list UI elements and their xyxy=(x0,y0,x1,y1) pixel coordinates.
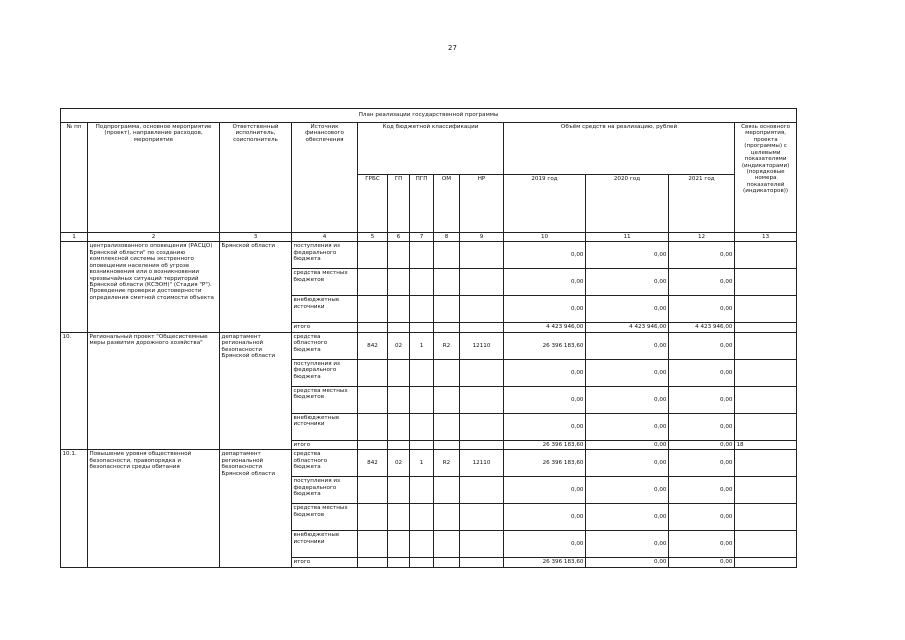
row-total-empty xyxy=(410,440,434,449)
row-link xyxy=(735,477,797,504)
row-pgp xyxy=(410,296,434,323)
row-responsible: департамент региональной безопасности Брянской области xyxy=(220,332,292,449)
row-om xyxy=(434,504,460,531)
row-pgp xyxy=(410,413,434,440)
row-value-2019: 0,00 xyxy=(504,386,586,413)
row-om xyxy=(434,242,460,269)
row-pgp: 1 xyxy=(410,332,434,359)
row-number: 10. xyxy=(61,332,88,449)
row-source: поступления из федерального бюджета xyxy=(292,242,358,269)
row-gp xyxy=(388,359,410,386)
row-total-empty xyxy=(434,558,460,567)
row-value-2019: 0,00 xyxy=(504,296,586,323)
row-link xyxy=(735,296,797,323)
row-total-empty xyxy=(358,323,388,332)
row-grbs xyxy=(358,242,388,269)
row-source: внебюджетные источники xyxy=(292,531,358,558)
row-grbs xyxy=(358,477,388,504)
row-value-2019: 26 396 183,60 xyxy=(504,450,586,477)
row-om: R2 xyxy=(434,450,460,477)
row-total-empty xyxy=(460,440,504,449)
row-link xyxy=(735,450,797,477)
row-pgp: 1 xyxy=(410,450,434,477)
row-total-empty xyxy=(460,323,504,332)
header-om: ОМ xyxy=(434,175,460,233)
row-om xyxy=(434,359,460,386)
header-grbs: ГРБС xyxy=(358,175,388,233)
row-value-2020: 0,00 xyxy=(586,242,669,269)
row-number xyxy=(61,242,88,332)
row-total-label: итого xyxy=(292,558,358,567)
row-om xyxy=(434,413,460,440)
row-total-2021: 0,00 xyxy=(669,558,735,567)
row-om: R2 xyxy=(434,332,460,359)
row-total-empty xyxy=(388,558,410,567)
row-om xyxy=(434,386,460,413)
row-grbs xyxy=(358,269,388,296)
row-value-2019: 0,00 xyxy=(504,359,586,386)
row-value-2019: 0,00 xyxy=(504,531,586,558)
header-2019: 2019 год xyxy=(504,175,586,233)
row-nr xyxy=(460,413,504,440)
row-link xyxy=(735,386,797,413)
row-total-2021: 4 423 946,00 xyxy=(669,323,735,332)
row-total-2021: 0,00 xyxy=(669,440,735,449)
row-gp xyxy=(388,242,410,269)
row-value-2021: 0,00 xyxy=(669,359,735,386)
row-gp xyxy=(388,296,410,323)
column-number-cell: 2 xyxy=(88,233,220,242)
row-value-2021: 0,00 xyxy=(669,269,735,296)
row-value-2020: 0,00 xyxy=(586,504,669,531)
row-total-label: итого xyxy=(292,440,358,449)
row-nr xyxy=(460,242,504,269)
column-numbers-row xyxy=(61,233,797,242)
column-number-cell: 13 xyxy=(735,233,797,242)
row-nr xyxy=(460,386,504,413)
row-gp xyxy=(388,477,410,504)
row-value-2020: 0,00 xyxy=(586,332,669,359)
row-value-2021: 0,00 xyxy=(669,450,735,477)
header-nr: НР xyxy=(460,175,504,233)
row-grbs xyxy=(358,531,388,558)
row-value-2019: 0,00 xyxy=(504,504,586,531)
column-number-cell: 1 xyxy=(61,233,88,242)
row-activity-name: Повышение уровня общественной безопасности, правопорядка и безопасности среды обитания xyxy=(88,450,220,567)
table-row xyxy=(61,332,797,359)
column-number-cell: 9 xyxy=(460,233,504,242)
row-responsible: департамент региональной безопасности Брянской области xyxy=(220,450,292,567)
header-gp: ГП xyxy=(388,175,410,233)
row-value-2020: 0,00 xyxy=(586,359,669,386)
row-activity-name: централизованного оповещения (РАСЦО) Брянской области" по созданию комплексной системы экстренного оповещения населения об угрозе возникновения или о возникновении чрезвычайных ситуаций территорий Брянской области (КСЭОН)" (Стадия "Р"). Проведение проверки достоверности определения сметной стоимости объекта xyxy=(88,242,220,332)
row-value-2021: 0,00 xyxy=(669,242,735,269)
column-number-cell: 12 xyxy=(669,233,735,242)
header-subprogram: Подпрограмма, основное мероприятие (проект), направление расходов, мероприятие xyxy=(88,123,220,233)
row-nr: 12110 xyxy=(460,450,504,477)
row-total-2019: 26 396 183,60 xyxy=(504,440,586,449)
row-number: 10.1. xyxy=(61,450,88,567)
row-grbs xyxy=(358,296,388,323)
row-gp: 02 xyxy=(388,332,410,359)
row-grbs xyxy=(358,359,388,386)
row-source: средства местных бюджетов xyxy=(292,504,358,531)
row-total-empty xyxy=(434,323,460,332)
row-source: средства областного бюджета xyxy=(292,332,358,359)
row-source: средства местных бюджетов xyxy=(292,386,358,413)
row-gp: 02 xyxy=(388,450,410,477)
row-total-empty xyxy=(434,440,460,449)
row-value-2021: 0,00 xyxy=(669,332,735,359)
row-total-2019: 4 423 946,00 xyxy=(504,323,586,332)
table-row xyxy=(61,242,797,269)
row-total-empty xyxy=(410,558,434,567)
row-value-2020: 0,00 xyxy=(586,296,669,323)
row-gp xyxy=(388,531,410,558)
row-link xyxy=(735,504,797,531)
row-responsible: Брянской области xyxy=(220,242,292,332)
header-num: № пп xyxy=(61,123,88,233)
row-grbs xyxy=(358,504,388,531)
row-total-empty xyxy=(388,440,410,449)
row-source: внебюджетные источники xyxy=(292,296,358,323)
row-value-2019: 0,00 xyxy=(504,477,586,504)
table-row xyxy=(61,450,797,477)
row-total-label: итого xyxy=(292,323,358,332)
row-total-2020: 0,00 xyxy=(586,440,669,449)
row-value-2021: 0,00 xyxy=(669,477,735,504)
header-funds: Объём средств на реализацию, рублей xyxy=(504,123,735,175)
row-value-2020: 0,00 xyxy=(586,531,669,558)
row-total-empty xyxy=(460,558,504,567)
row-value-2021: 0,00 xyxy=(669,296,735,323)
row-grbs: 842 xyxy=(358,332,388,359)
row-pgp xyxy=(410,531,434,558)
row-total-empty xyxy=(358,558,388,567)
row-om xyxy=(434,531,460,558)
row-total-empty xyxy=(358,440,388,449)
row-om xyxy=(434,296,460,323)
row-total-2019: 26 396 183,60 xyxy=(504,558,586,567)
header-responsible: Ответственный исполнитель, соисполнитель xyxy=(220,123,292,233)
row-source: средства местных бюджетов xyxy=(292,269,358,296)
row-value-2020: 0,00 xyxy=(586,477,669,504)
row-nr xyxy=(460,477,504,504)
row-total-link xyxy=(735,558,797,567)
row-nr xyxy=(460,269,504,296)
row-link xyxy=(735,359,797,386)
row-pgp xyxy=(410,359,434,386)
row-value-2019: 26 396 183,60 xyxy=(504,332,586,359)
row-total-empty xyxy=(410,323,434,332)
row-grbs xyxy=(358,413,388,440)
header-link: Связь основного мероприятия, проекта (программы) с целевыми показателями (индикаторами) (порядковые номера показателей (индикаторов)) xyxy=(735,123,797,233)
row-pgp xyxy=(410,477,434,504)
row-value-2020: 0,00 xyxy=(586,269,669,296)
row-gp xyxy=(388,269,410,296)
row-nr xyxy=(460,296,504,323)
row-grbs: 842 xyxy=(358,450,388,477)
row-value-2019: 0,00 xyxy=(504,242,586,269)
row-value-2021: 0,00 xyxy=(669,531,735,558)
row-pgp xyxy=(410,504,434,531)
column-number-cell: 10 xyxy=(504,233,586,242)
row-total-2020: 4 423 946,00 xyxy=(586,323,669,332)
header-pgp: ПГП xyxy=(410,175,434,233)
row-nr xyxy=(460,504,504,531)
column-number-cell: 5 xyxy=(358,233,388,242)
row-activity-name: Региональный проект "Общесистемные меры развития дорожного хозяйства" xyxy=(88,332,220,449)
row-total-link: 18 xyxy=(735,440,797,449)
row-value-2020: 0,00 xyxy=(586,386,669,413)
column-number-cell: 7 xyxy=(410,233,434,242)
row-gp xyxy=(388,504,410,531)
table-title: План реализации государственной программы xyxy=(61,109,797,123)
column-number-cell: 6 xyxy=(388,233,410,242)
header-2021: 2021 год xyxy=(669,175,735,233)
column-number-cell: 4 xyxy=(292,233,358,242)
row-source: внебюджетные источники xyxy=(292,413,358,440)
row-nr: 12110 xyxy=(460,332,504,359)
row-total-2020: 0,00 xyxy=(586,558,669,567)
row-link xyxy=(735,269,797,296)
row-link xyxy=(735,413,797,440)
row-value-2021: 0,00 xyxy=(669,386,735,413)
row-pgp xyxy=(410,386,434,413)
row-gp xyxy=(388,386,410,413)
column-number-cell: 11 xyxy=(586,233,669,242)
row-link xyxy=(735,531,797,558)
row-value-2019: 0,00 xyxy=(504,269,586,296)
header-budget-code: Код бюджетной классификации xyxy=(358,123,504,175)
row-link xyxy=(735,242,797,269)
column-number-cell: 8 xyxy=(434,233,460,242)
row-source: средства областного бюджета xyxy=(292,450,358,477)
row-source: поступления из федерального бюджета xyxy=(292,477,358,504)
row-source: поступления из федерального бюджета xyxy=(292,359,358,386)
row-value-2020: 0,00 xyxy=(586,450,669,477)
row-om xyxy=(434,477,460,504)
row-grbs xyxy=(358,386,388,413)
row-nr xyxy=(460,359,504,386)
page-number: 27 xyxy=(448,44,457,52)
column-number-cell: 3 xyxy=(220,233,292,242)
plan-table xyxy=(60,108,797,568)
row-om xyxy=(434,269,460,296)
row-total-link xyxy=(735,323,797,332)
header-source: Источник финансового обеспечения xyxy=(292,123,358,233)
row-pgp xyxy=(410,242,434,269)
row-gp xyxy=(388,413,410,440)
row-value-2019: 0,00 xyxy=(504,413,586,440)
row-link xyxy=(735,332,797,359)
row-value-2021: 0,00 xyxy=(669,413,735,440)
row-total-empty xyxy=(388,323,410,332)
header-2020: 2020 год xyxy=(586,175,669,233)
row-nr xyxy=(460,531,504,558)
row-pgp xyxy=(410,269,434,296)
row-value-2021: 0,00 xyxy=(669,504,735,531)
row-value-2020: 0,00 xyxy=(586,413,669,440)
